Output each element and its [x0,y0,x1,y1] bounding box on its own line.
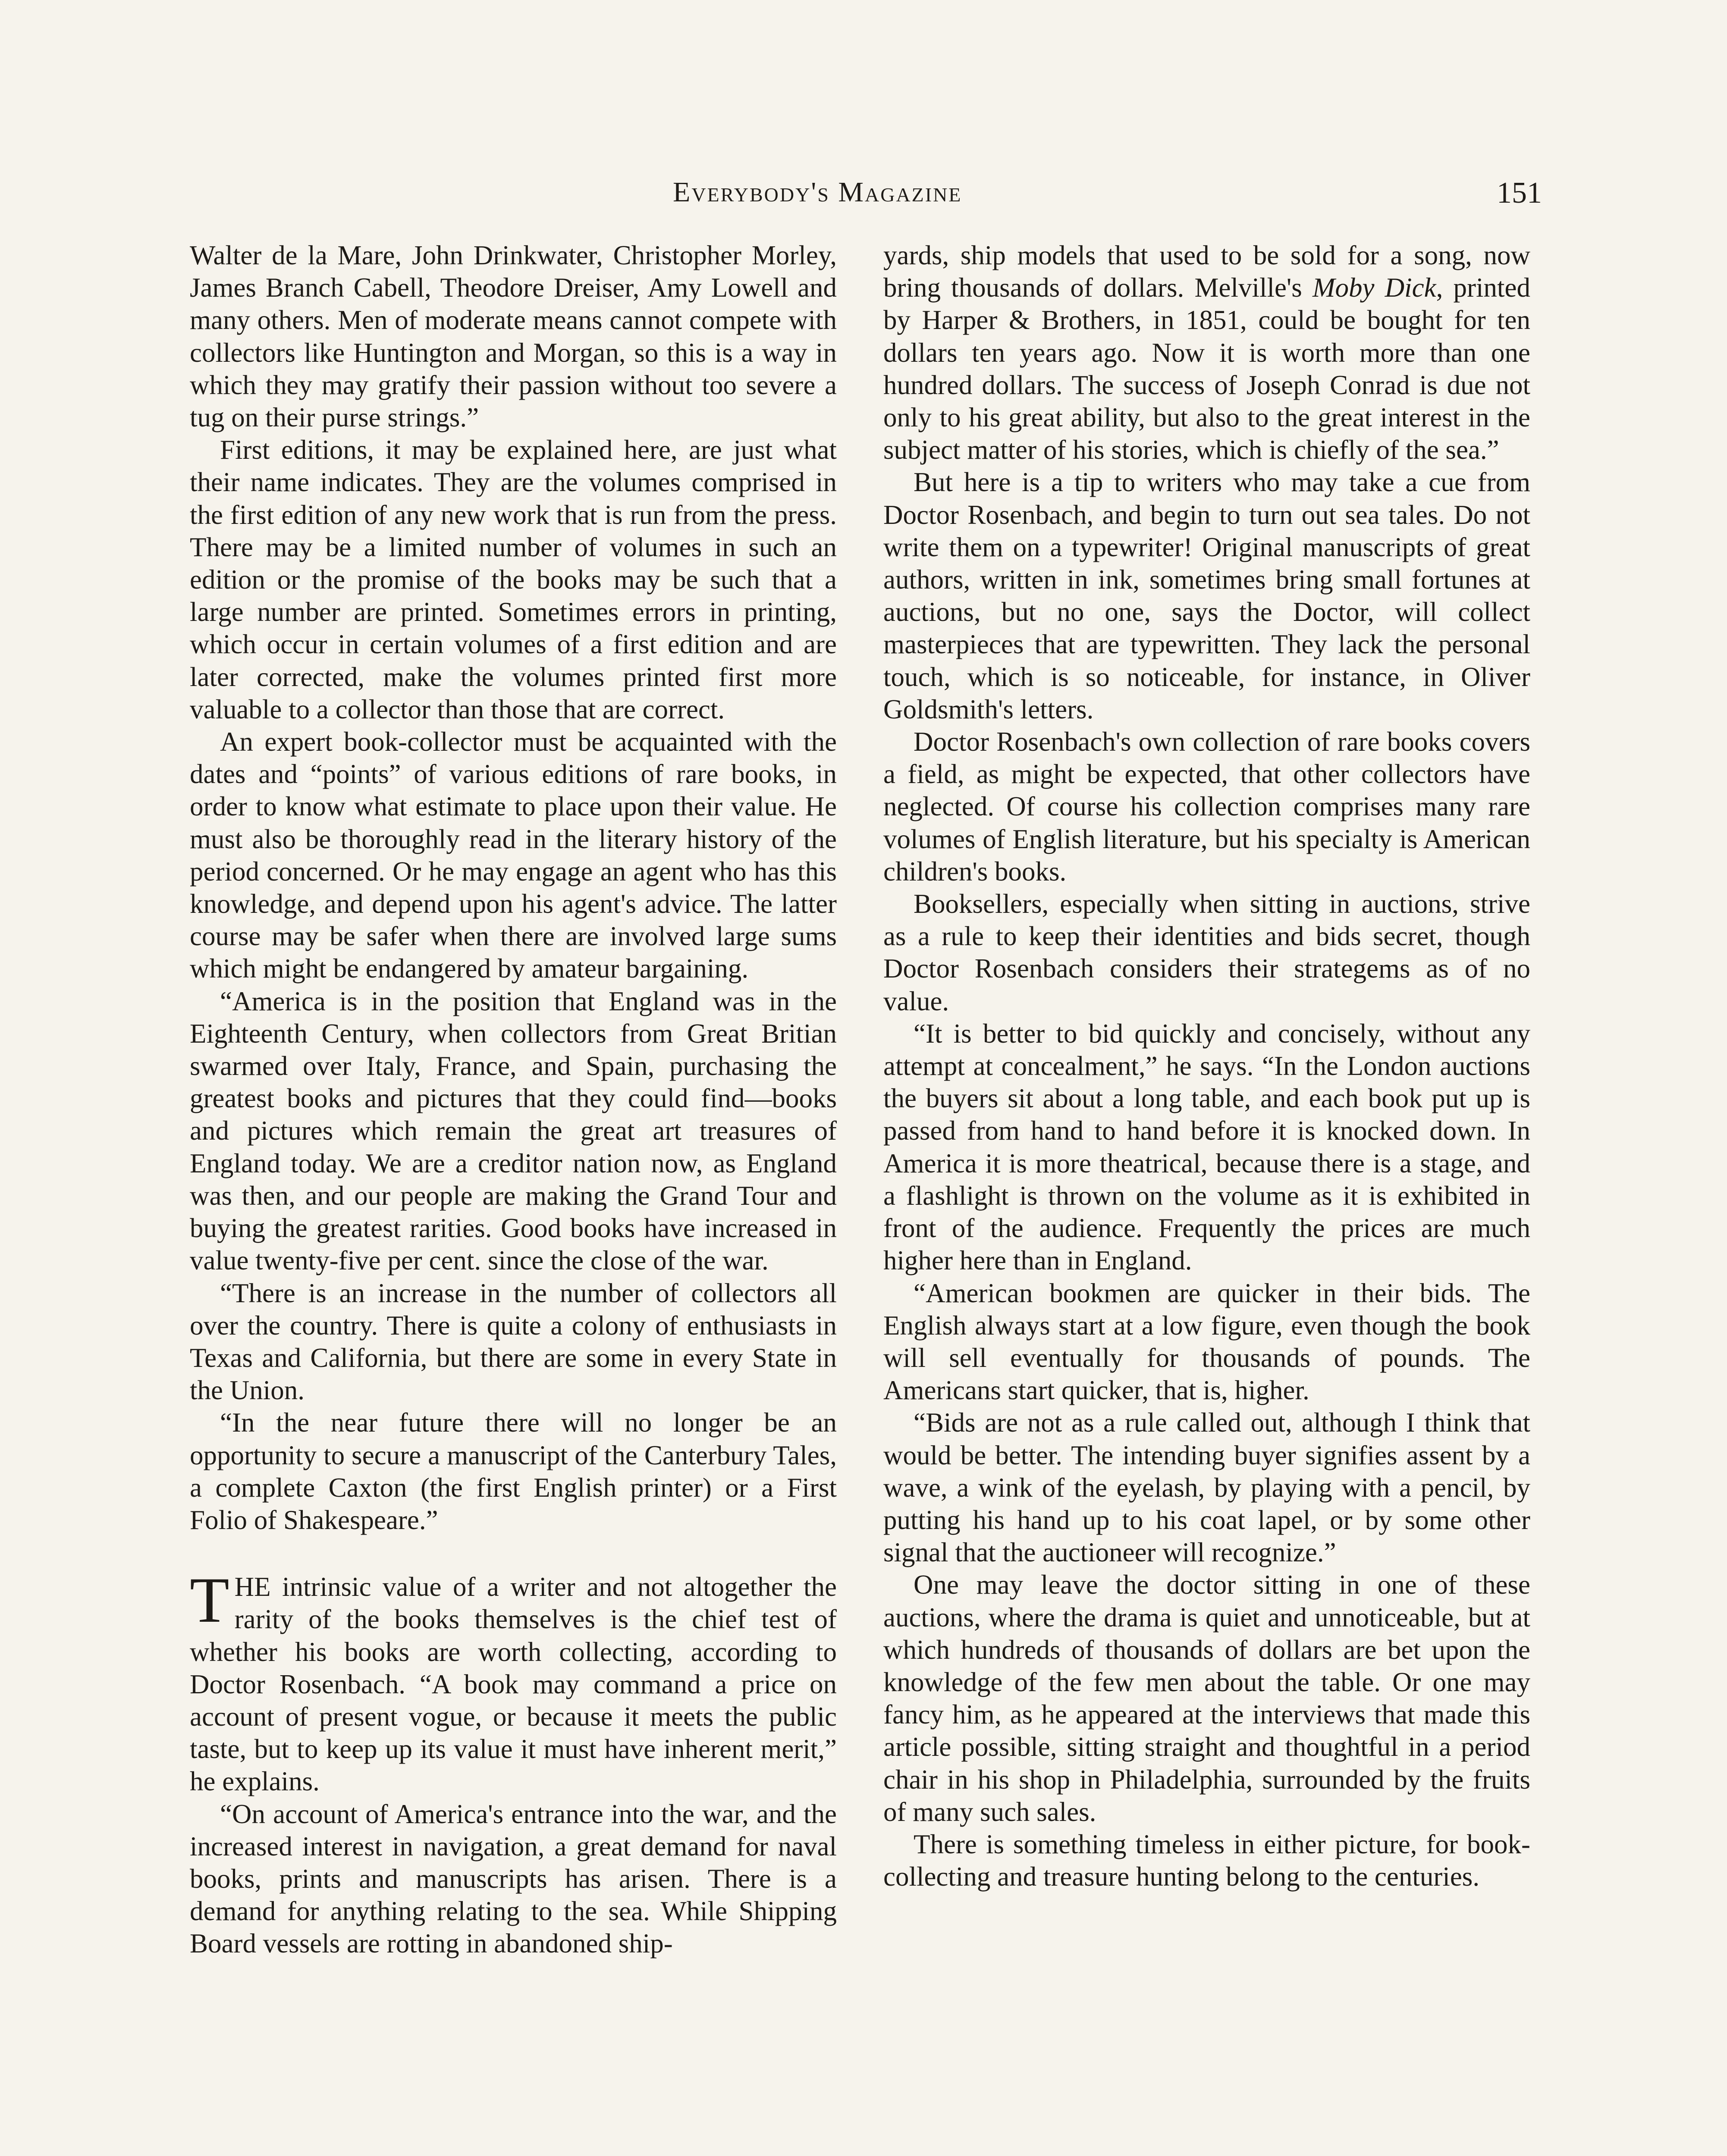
paragraph: “On account of America's entrance into the war, and the increased interest in navigation, a great demand for naval books, prints and manuscripts has arisen. There is a demand for anything relating to the sea. While Shipping Board vessels are rotting in abandoned ship- [190,1799,837,1959]
paragraph: “American bookmen are quicker in their bids. The English always start at a low figure, even though the book will sell eventually for thousands of pounds. The Americans start quicker, that is, higher. [883,1278,1530,1406]
paragraph: Booksellers, especially when sitting in auctions, strive as a rule to keep their identities and bids secret, though Doctor Rosenbach considers their strategems as of no value. [883,889,1530,1016]
page-number: 151 [1497,176,1542,210]
paragraph: “There is an increase in the number of collectors all over the country. There is quite a colony of enthusiasts in Texas and California, but there are some in every State in the Union. [190,1278,837,1406]
paragraph: “Bids are not as a rule called out, although I think that would be better. The intending buyer signifies assent by a wave, a wink of the eyelash, by playing with a pencil, by putting his hand up to his coat lapel, or by some other signal that the auctioneer will recognize.” [883,1407,1530,1568]
paragraph: “America is in the position that England was in the Eighteenth Century, when collectors from Great Britian swarmed over Italy, France, and Spain, purchasing the greatest books and pictures that they could find—books and pictures which remain the great art treasures of England today. We are a creditor nation now, as England was then, and our people are making the Grand Tour and buying the greatest rarities. Good books have increased in value twenty-five per cent. since the close of the war. [190,986,837,1276]
paragraph: An expert book-collector must be acquainted with the dates and “points” of various editions of rare books, in order to know what estimate to place upon their value. He must also be thoroughly read in the literary history of the period concerned. Or he may engage an agent who has this knowledge, and depend upon his agent's advice. The latter course may be safer when there are involved large sums which might be endangered by amateur bargaining. [190,727,837,984]
left-column [190,239,837,2156]
paragraph: One may leave the doctor sitting in one of these auctions, where the drama is quiet and unnoticeable, but at which hundreds of thousands of dollars are bet upon the knowledge of the few men about the table. Or one may fancy him, as he appeared at the interviews that made this article possible, sitting straight and thoughtful in a period chair in his shop in Philadelphia, surrounded by the fruits of many such sales. [883,1570,1530,1827]
paragraph-text: yards, ship models that used to be sold for a song, now bring thousands of dollars. Melville's [883,240,1530,303]
drop-cap: T [190,1564,229,1636]
paragraph-text: , printed by Harper & Brothers, in 1851, could be bought for ten dollars ten years ago. Now it is worth more than one hundred dollars. The success of Joseph Conrad is due not only to his great ability, but also to the great interest in the subject matter of his stories, which is chiefly of the sea.” [883,273,1530,465]
paragraph [883,239,1530,466]
paragraph: First editions, it may be explained here, are just what their name indicates. They are the volumes comprised in the first edition of any new work that is run from the press. There may be a limited number of volumes in such an edition or the promise of the books may be such that a large number are printed. Sometimes errors in printing, which occur in certain volumes of a first edition and are later corrected, make the volumes printed first more valuable to a collector than those that are correct. [190,435,837,724]
book-title: Moby Dick [1313,273,1436,303]
paragraph-text: HE intrinsic value of a writer and not altogether the rarity of the books themselves is the chief test of whether his books are worth collecting, according to Doctor Rosenbach. “A book may command a price on account of present vogue, or because it meets the public taste, but to keep up its value it must have inherent merit,” he explains. [190,1572,837,1797]
section-opening-paragraph [190,1564,837,1798]
running-header [0,176,1727,215]
paragraph: But here is a tip to writers who may take a cue from Doctor Rosenbach, and begin to turn out sea tales. Do not write them on a typewriter! Original manuscripts of great authors, written in ink, sometimes bring small fortunes at auctions, but no one, says the Doctor, will collect masterpieces that are typewritten. They lack the personal touch, which is so noticeable, for instance, in Oliver Goldsmith's letters. [883,467,1530,724]
paragraph: There is something timeless in either picture, for book-collecting and treasure hunting belong to the centuries. [883,1829,1530,1892]
right-column [883,239,1530,2156]
paragraph: “In the near future there will no longer be an opportunity to secure a manuscript of the Canterbury Tales, a complete Caxton (the first English printer) or a First Folio of Shakespeare.” [190,1407,837,1535]
magazine-title: Everybody's Magazine [673,176,962,208]
paragraph: “It is better to bid quickly and concisely, without any attempt at concealment,” he says. “In the London auctions the buyers sit about a long table, and each book put up is passed from hand to hand before it is knocked down. In America it is more theatrical, because there is a stage, and a flashlight is thrown on the volume as it is exhibited in front of the audience. Frequently the prices are much higher here than in England. [883,1018,1530,1276]
paragraph: Doctor Rosenbach's own collection of rare books covers a field, as might be expected, that other collectors have neglected. Of course his collection comprises many rare volumes of English literature, but his specialty is American children's books. [883,727,1530,887]
paragraph: Walter de la Mare, John Drinkwater, Christopher Morley, James Branch Cabell, Theodore Dreiser, Amy Lowell and many others. Men of moderate means cannot compete with collectors like Huntington and Morgan, so this is a way in which they may gratify their passion without too severe a tug on their purse strings.” [190,240,837,433]
